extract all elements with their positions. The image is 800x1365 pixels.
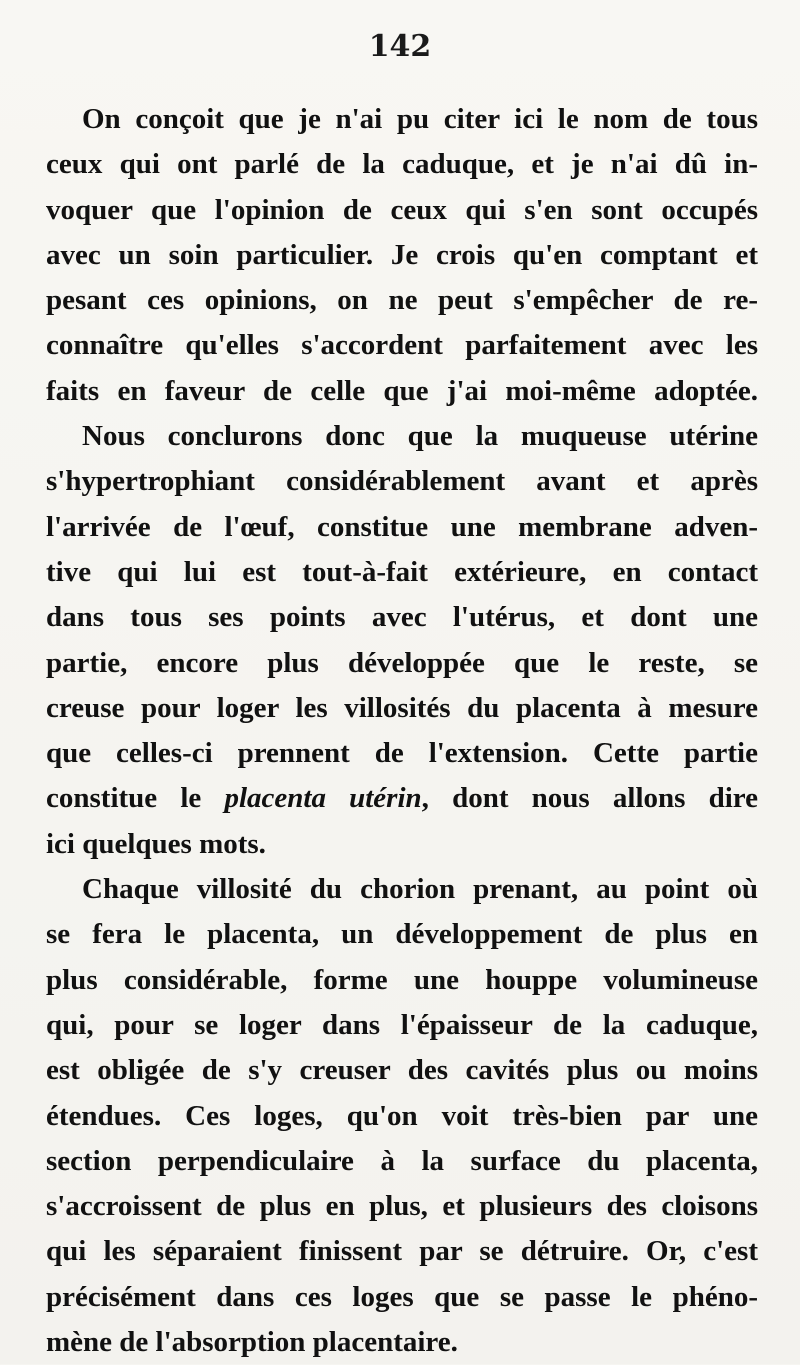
text-line: s'accroissent de plus en plus, et plusieurs des cloisons	[46, 1190, 758, 1223]
page-number: 142	[368, 29, 432, 64]
text-line: que celles-ci prennent de l'extension. Cette partie	[46, 737, 758, 770]
text-line: Nous conclurons donc que la muqueuse utérine	[82, 420, 758, 453]
text-line: section perpendiculaire à la surface du placenta,	[46, 1144, 758, 1177]
paragraph-1	[46, 97, 758, 414]
body-text	[46, 97, 758, 1365]
text-run: , dont nous allons dire	[421, 782, 759, 815]
text-line: ceux qui ont parlé de la caduque, et je n'ai dû in-	[46, 148, 758, 181]
text-line: s'hypertrophiant considérablement avant et après	[46, 465, 758, 498]
text-line: Chaque villosité du chorion prenant, au point où	[82, 873, 758, 906]
text-line: connaître qu'elles s'accordent parfaitement avec les	[46, 329, 758, 362]
text-line: précisément dans ces loges que se passe le phéno-	[46, 1280, 758, 1313]
text-line: se fera le placenta, un développement de plus en	[46, 918, 758, 951]
text-line: pesant ces opinions, on ne peut s'empêcher de re-	[46, 284, 758, 317]
text-line: creuse pour loger les villosités du placenta à mesure	[46, 691, 758, 724]
text-line: étendues. Ces loges, qu'on voit très-bien par une	[46, 1099, 758, 1132]
paragraph-2	[46, 414, 758, 867]
italic-term: placenta utérin	[224, 782, 422, 815]
text-line-with-italic	[46, 776, 758, 821]
text-line: tive qui lui est tout-à-fait extérieure, en contact	[46, 555, 758, 588]
text-line: partie, encore plus développée que le reste, se	[46, 646, 758, 679]
text-line: qui les séparaient finissent par se détruire. Or, c'est	[46, 1235, 758, 1268]
text-line: dans tous ses points avec l'utérus, et dont une	[46, 601, 758, 634]
text-line: ici quelques mots.	[46, 827, 266, 860]
text-line: qui, pour se loger dans l'épaisseur de la caduque,	[46, 1008, 758, 1041]
text-run: constitue le	[46, 782, 225, 815]
text-line: faits en faveur de celle que j'ai moi-même adoptée.	[46, 374, 758, 407]
text-line: est obligée de s'y creuser des cavités plus ou moins	[46, 1054, 758, 1087]
text-line: plus considérable, forme une houppe volumineuse	[46, 963, 758, 996]
text-line: mène de l'absorption placentaire.	[46, 1326, 458, 1359]
text-line: avec un soin particulier. Je crois qu'en comptant et	[46, 238, 758, 271]
text-line: On conçoit que je n'ai pu citer ici le nom de tous	[82, 103, 758, 135]
text-line: l'arrivée de l'œuf, constitue une membrane adven-	[46, 510, 758, 543]
paragraph-3	[46, 867, 758, 1365]
text-line: voquer que l'opinion de ceux qui s'en sont occupés	[46, 193, 758, 226]
